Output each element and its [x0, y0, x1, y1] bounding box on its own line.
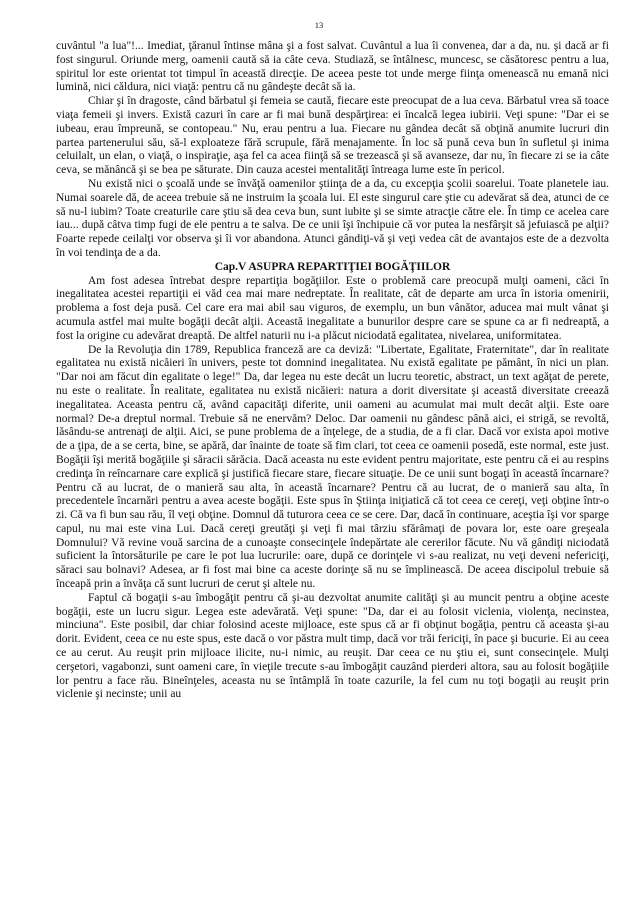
paragraph: cuvântul "a lua"!... Imediat, ţăranul întinse mâna şi a fost salvat. Cuvântul a lua îi convenea, dar a da, nu. şi dacă ar fi fost singurul. Oriunde merg, oamenii caută să ia câte ceva. Studiază, se întâlnesc, muncesc, se căsătoresc pentru a lua, spiritul lor este orientat tot timpul în această direcţie. De aceea peste tot unde merge fiinţa omenească nu emană nici lumină, nici căldura, nici viaţă: pentru că nu gândeşte decât să ia.: [56, 40, 609, 94]
chapter-title: Cap.V ASUPRA REPARTIŢIEI BOGĂŢIILOR: [214, 260, 451, 273]
paragraph: Nu există nici o şcoală unde se învăţă oamenilor ştiinţa de a da, cu excepţia şcolii soarelui. Toate planetele iau. Numai soarele dă, de aceea trebuie să ne instruim la şcoala lui. El este singurul care ştie cu adevărat să dea, atunci de ce să nu-l iubim? Toate creaturile care ştiu să dea ceva bun, sunt iubite şi se simte atracţie către ele. În timp ce acelea care iau... după câtva timp fugi de ele pentru a te salva. De ce unii îşi închipuie că vor putea la nesfârşit să jefuiască pe alţii? Foarte repede ceilalţi vor observa şi îi vor abandona. Atunci gândiţi-vă şi veţi vedea cât de avantajos este de a dezvolta în voi tendinţa de a da.: [56, 177, 609, 259]
paragraph: Chiar şi în dragoste, când bărbatul şi femeia se caută, fiecare este preocupat de a lua ceva. Bărbatul vrea să toace viaţa femeii şi invers. Există cazuri în care ar fi mai bună despărţirea: ei încalcă legea iubirii. Veţi spune: "Dar ei se iubeau, erau împreună, se contopeau." Nu, erau pentru a lua. Fiecare nu gândea decât să obţină anumite lucruri din partea partenerului său, să-l exploateze fără scrupule, fără menajamente. În loc să pună ceva bun în sufletul şi inima celuilalt, un elan, o viaţă, o inspiraţie, aşa fel ca acea fiinţă să se trezească şi să avanseze, dar nu, în fiecare zi se ia câte ceva, se mănâncă şi se bea pe săturate. Din cauza acestei mentalităţi întreaga lume este în pericol.: [56, 95, 609, 177]
paragraph: Faptul că bogaţii s-au îmbogăţit pentru că şi-au dezvoltat anumite calităţi şi au muncit pentru a obţine aceste bogăţii, este un lucru sigur. Legea este adevărată. Veţi spune: "Da, dar ei au folosit viclenia, violenţa, necinstea, minciuna". Este posibil, dar chiar folosind aceste mijloace, este spus că ar fi obţinut bogăţia, pentru că aceasta şi-au dorit. Evident, ceea ce nu este spus, este dacă o vor păstra mult timp, dacă vor trăi fericiţi, în pace şi bucurie. Ei au ceea ce au cerut. Au reuşit prin mijloace ilicite, nu-i nimic, au reuşit. Dar ceea ce nu ştiu ei, sunt consecinţele. Mulţi cerşetori, vagabonzi, sunt oameni care, în vieţile trecute s-au îmbogăţit cauzând pierderi altora, sau au folosit bogăţiile lor pentru a face rău. Bineînţeles, aceasta nu se întâmplă în toate cazurile, la fel cum nu toţi bogaţii au reuşit prin viclenie şi necinste; unii au: [56, 591, 609, 701]
paragraph: Am fost adesea întrebat despre repartiţia bogăţiilor. Este o problemă care preocupă mulţi oameni, căci în inegalitatea acestei repartiţii ei văd cea mai mare nedreptate. În realitate, cât de departe am urca în istoria omenirii, problema a fost deja pusă. Cel care era mai abil sau viguros, de exemplu, un bun vânător, aducea mai mult vânat şi acumula astfel mai multe bogăţii decât alţii. Această inegalitate a bunurilor despre care se spune ca ar fi nedreaptă, a fost la origine cu adevărat dreaptă. De altfel naturii nu i-a plăcut niciodată egalitatea, nivelarea, uniformitatea.: [56, 274, 609, 342]
page-body: [56, 40, 609, 702]
page-number: 13: [314, 20, 324, 30]
paragraph: De la Revoluţia din 1789, Republica franceză are ca deviză: "Libertate, Egalitate, Fraternitate", dar în realitate egalitatea nu există nicăieri în univers, peste tot domnind inegalitatea. Nu există egalitate pe pământ, în nici un plan. "Dar noi am făcut din egalitate o lege!" Da, dar legea nu este decât un lucru teoretic, abstract, un text agăţat de perete, nu este o realitate. În realitate, egalitatea nu există nicăieri: natura a dorit diversitate şi această diversitate creează inegalitatea. Aceasta pentru că, având capacităţi diferite, unii oameni au acumulat mai mult decât alţii. Este oare normal? De-a dreptul normal. Trebuie să ne enervăm? Deloc. Dar oamenii nu gândesc până aici, ei strigă, se revoltă, lăsându-se antrenaţi de alţii. Aici, se pune problema de a înţelege, de a studia, de a fi clar. Dacă vor exista apoi motive de a ţipa, de a se certa, bine, se apără, dar înainte de toate să fim clari, tot ceea ce oamenii posedă, este normal, este just. Bogăţii îşi merită bogăţiile şi săracii sărăcia. Dacă aceasta nu este evident pentru majoritate, este pentru că ei au respins credinţa în reîncarnare care explică şi justifică fiecare stare, fiecare situaţie. De ce unii sunt bogaţi în această încarnare? Pentru că au lucrat, de o manieră sau alta, în această încarnare? Pentru că au lucrat, de o manieră sau alta, în precedentele încarnări pentru a avea aceste bogăţii. Este spus în Ştiinţa iniţiatică că tot ceea ce cereţi, veţi obţine într-o zi. Că va fi bun sau rău, îl veţi obţine. Domnul dă tuturora ceea ce se cere. Dar, dacă în continuare, aceştia îşi vor sparge capul, nu mai este vina Lui. Dacă cereţi greutăţi şi veţi fi mai târziu sfărâmaţi de povara lor, este oare greşeala Domnului? Vă revine vouă sarcina de a cunoaşte consecinţele îndepărtate ale cererilor făcute. Nu vă gândiţi niciodată suficient la întorsăturile pe care le pot lua lucrurile: oare, după ce dorinţele vi s-au realizat, nu veţi deveni nefericiţi, săraci sau bolnavi? Adesea, ar fi fost mai bine ca aceste dorinţe să nu se împlinească. De aceea discipolul trebuie să înceapă prin a învăţa că sunt lucruri de cerut şi altele nu.: [56, 343, 609, 591]
